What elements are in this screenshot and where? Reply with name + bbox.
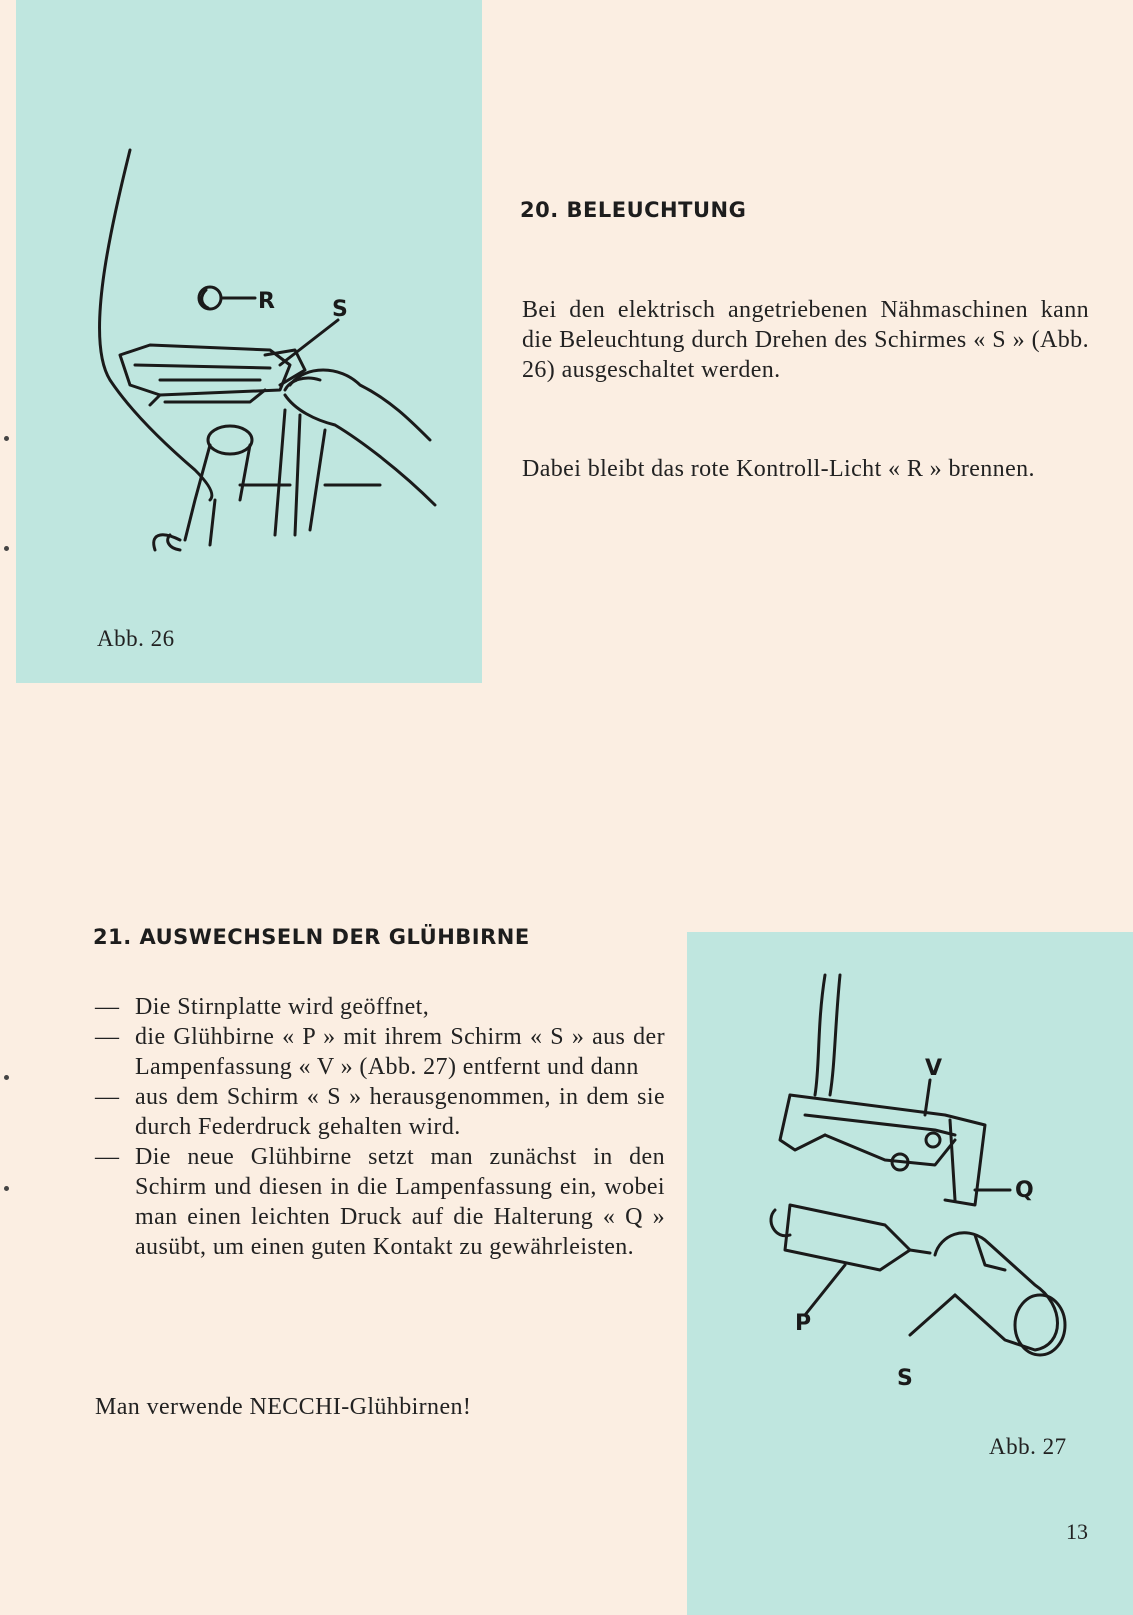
list-item: — Die neue Glühbirne setzt man zunächst in den Schirm und diesen in die Lampenfassung ein, wobei man einen leichten Druck auf die Halterung « Q » ausübt, um einen guten Kontakt zu gewährleisten. bbox=[95, 1142, 665, 1262]
figure-27-illustration bbox=[735, 965, 1095, 1425]
section-20-heading: 20. BELEUCHTUNG bbox=[520, 198, 747, 222]
list-item: — Die Stirnplatte wird geöffnet, bbox=[95, 992, 665, 1022]
section-21-steps bbox=[95, 992, 665, 1262]
figure-26-caption: Abb. 26 bbox=[97, 626, 175, 651]
section-21-heading: 21. AUSWECHSELN DER GLÜHBIRNE bbox=[93, 925, 530, 949]
figure-27-label-p: P bbox=[795, 1311, 812, 1336]
binding-mark bbox=[4, 1075, 9, 1080]
figure-27-caption: Abb. 27 bbox=[989, 1434, 1067, 1459]
figure-27-label-s: S bbox=[897, 1366, 913, 1391]
figure-27-label-v: V bbox=[925, 1056, 943, 1081]
section-20-paragraph-1: Bei den elektrisch angetriebenen Nähmaschinen kann die Beleuchtung durch Drehen des Schirmes « S » (Abb. 26) ausgeschaltet werden. bbox=[522, 297, 1089, 383]
figure-26-label-s: S bbox=[332, 297, 348, 322]
section-21-closing: Man verwende NECCHI-Glühbirnen! bbox=[95, 1394, 472, 1420]
figure-26-illustration bbox=[90, 140, 450, 580]
binding-mark bbox=[4, 1186, 9, 1191]
figure-26-label-r: R bbox=[258, 289, 275, 314]
list-item: — aus dem Schirm « S » herausgenommen, in dem sie durch Federdruck gehalten wird. bbox=[95, 1082, 665, 1142]
page-number: 13 bbox=[1066, 1519, 1088, 1544]
binding-mark bbox=[4, 436, 9, 441]
list-item: — die Glühbirne « P » mit ihrem Schirm « S » aus der Lampenfassung « V » (Abb. 27) entfernt und dann bbox=[95, 1022, 665, 1082]
section-20-paragraph-2: Dabei bleibt das rote Kontroll-Licht « R » brennen. bbox=[522, 456, 1035, 482]
binding-mark bbox=[4, 546, 9, 551]
figure-27-label-q: Q bbox=[1015, 1178, 1034, 1203]
